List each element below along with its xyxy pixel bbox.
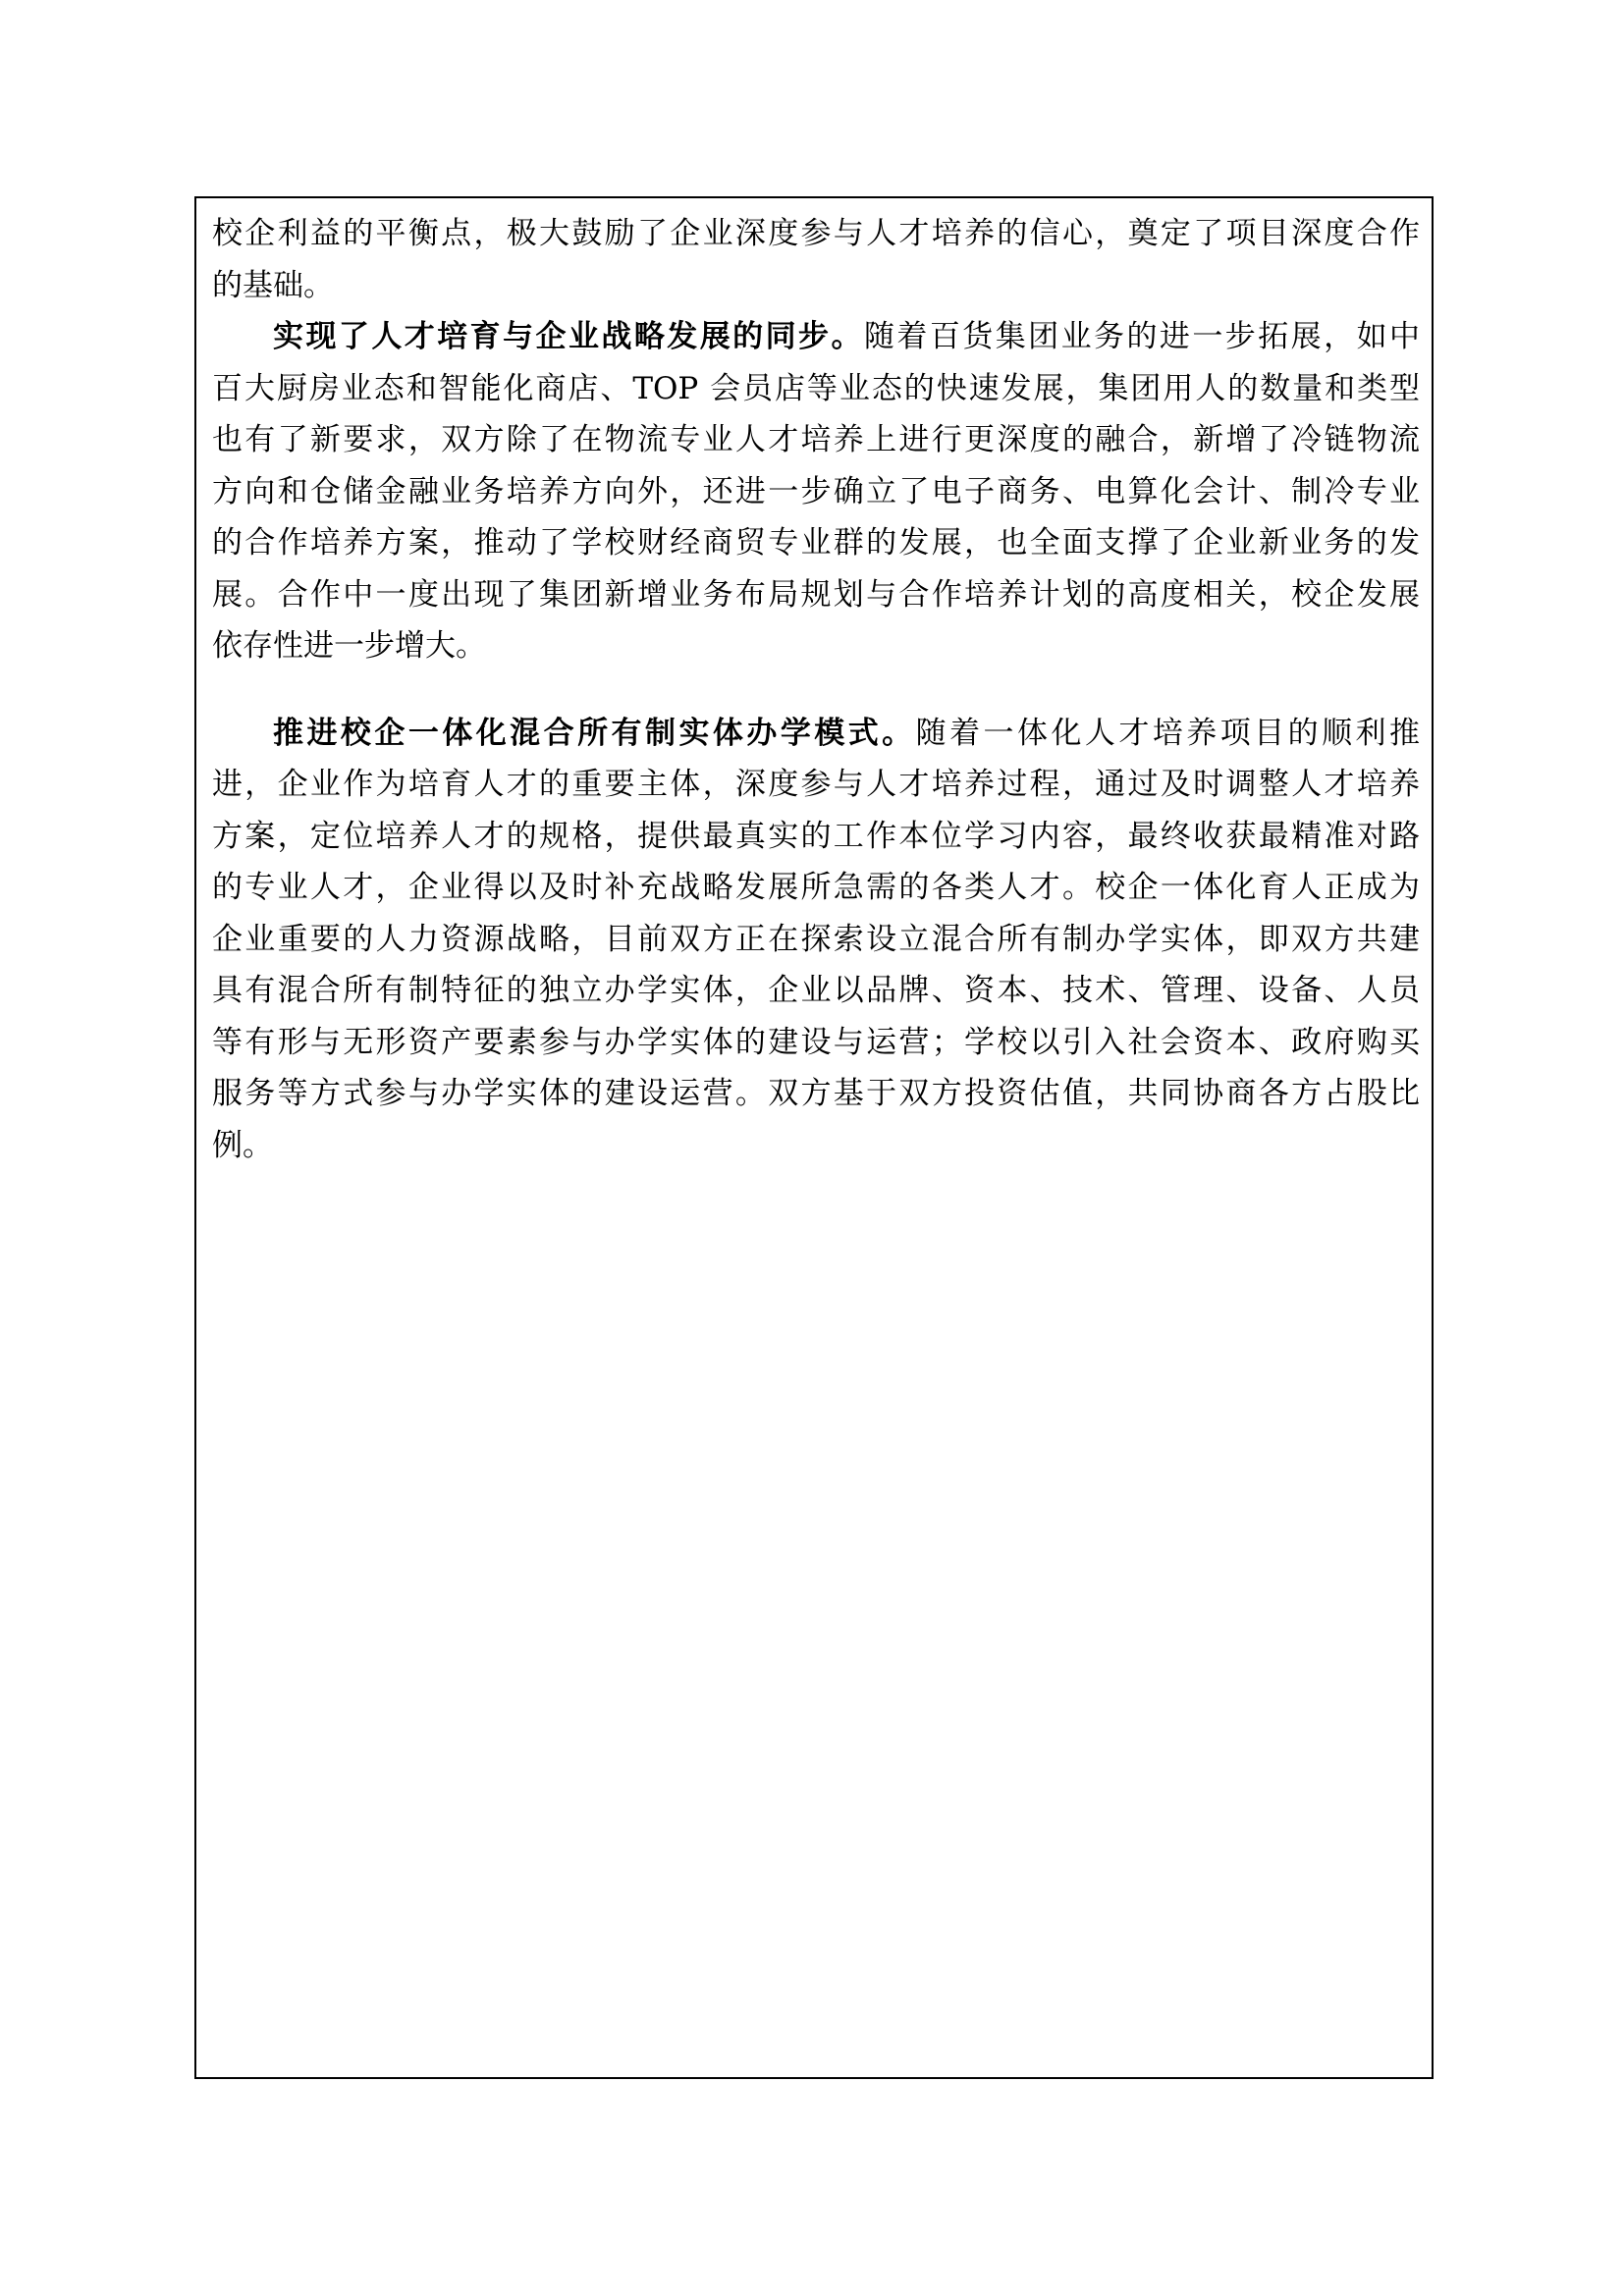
text-line: 企业重要的人力资源战略，目前双方正在探索设立混合所有制办学实体，即双方共建 (212, 921, 1420, 957)
paragraph-first-line (212, 708, 1420, 760)
text-line: 的合作培养方案，推动了学校财经商贸专业群的发展，也全面支撑了企业新业务的发 (212, 525, 1420, 561)
paragraph-spacer (212, 672, 1420, 708)
text-line: 例。 (212, 1127, 273, 1163)
text-line: 的专业人才，企业得以及时补充战略发展所急需的各类人才。校企一体化育人正成为 (212, 870, 1420, 905)
text-line: 也有了新要求，双方除了在物流专业人才培养上进行更深度的融合，新增了冷链物流 (212, 422, 1420, 457)
text-line: 等有形与无形资产要素参与办学实体的建设与运营；学校以引入社会资本、政府购买 (212, 1024, 1420, 1060)
text-line: 方向和仓储金融业务培养方向外，还进一步确立了电子商务、电算化会计、制冷专业 (212, 473, 1420, 509)
paragraph-first-line (212, 311, 1420, 363)
paragraph-mixed-ownership (212, 708, 1420, 1172)
text-line: 百大厨房业态和智能化商店、TOP 会员店等业态的快速发展，集团用人的数量和类型 (212, 370, 1420, 406)
text-line: 依存性进一步增大。 (212, 628, 486, 664)
paragraph-heading: 实现了人才培育与企业战略发展的同步。 (273, 319, 864, 354)
paragraph-talent-strategy-sync (212, 311, 1420, 672)
text-line: 具有混合所有制特征的独立办学实体，企业以品牌、资本、技术、管理、设备、人员 (212, 973, 1420, 1008)
text-span: 随着百货集团业务的进一步拓展，如中 (863, 319, 1421, 354)
text-line: 校企利益的平衡点，极大鼓励了企业深度参与人才培养的信心，奠定了项目深度合作 (212, 216, 1420, 251)
paragraph-heading: 推进校企一体化混合所有制实体办学模式。 (273, 715, 916, 751)
text-line: 方案，定位培养人才的规格，提供最真实的工作本位学习内容，最终收获最精准对路 (212, 818, 1420, 854)
paragraph-continuation (212, 208, 1420, 311)
text-line: 展。合作中一度出现了集团新增业务布局规划与合作培养计划的高度相关，校企发展 (212, 576, 1420, 613)
document-body (212, 208, 1420, 1171)
text-line: 进，企业作为培育人才的重要主体，深度参与人才培养过程，通过及时调整人才培养 (212, 767, 1420, 802)
text-line: 服务等方式参与办学实体的建设运营。双方基于双方投资估值，共同协商各方占股比 (212, 1076, 1420, 1111)
text-line: 的基础。 (212, 267, 334, 303)
text-span: 随着一体化人才培养项目的顺利推 (915, 715, 1421, 751)
